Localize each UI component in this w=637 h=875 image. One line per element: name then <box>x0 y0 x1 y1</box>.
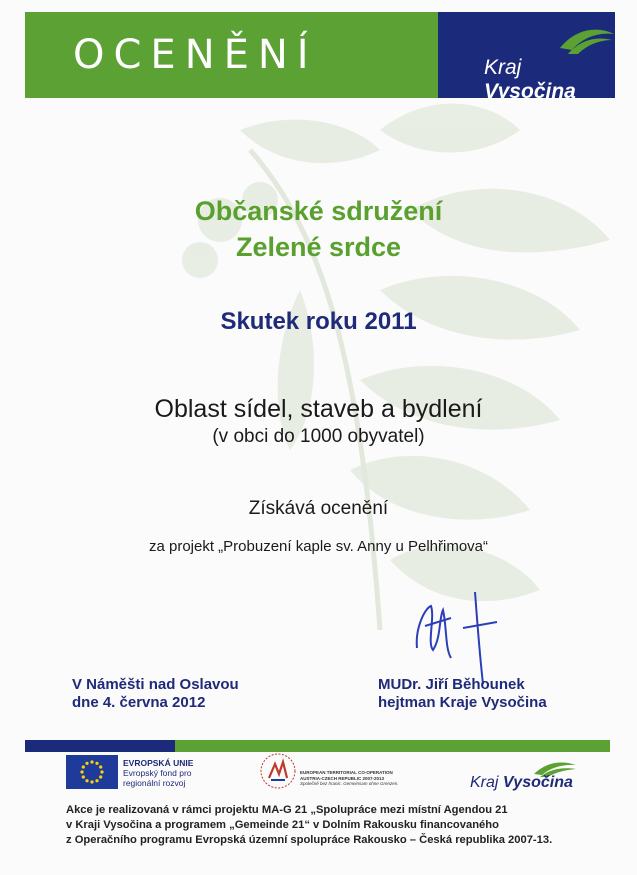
footer-divider-bar <box>25 740 610 752</box>
brand-logo-text <box>484 56 615 104</box>
date-line: dne 4. června 2012 <box>72 694 206 711</box>
signer-name: MUDr. Jiří Běhounek <box>378 676 525 693</box>
signer-block <box>378 676 547 712</box>
eu-fund-label: EVROPSKÁ UNIE Evropský fond pro regionální rozvoj <box>123 758 194 788</box>
footer-funding-note: Akce je realizovaná v rámci projektu MA-G 21 „Spolupráce mezi místní Agendou 21 v Kraji Vysočina a programem „Gemeinde 21“ v Dolním Rakousku financovaného z Operačního programu Evropská územní spolupráce Rakousko – Česká republika 2007-13. <box>66 804 553 846</box>
award-category-sub: (v obci do 1000 obyvatel) <box>212 426 425 447</box>
award-title: Skutek roku 2011 <box>220 308 417 335</box>
header-band <box>25 12 615 103</box>
brand-name: Vysočina <box>484 80 576 103</box>
eu-flag-icon <box>66 755 118 789</box>
project-text: za projekt „Probuzení kaple sv. Anny u Pelhřimova“ <box>148 538 489 555</box>
header-title-panel <box>25 12 438 98</box>
cz-at-cooperation-logo-icon <box>253 750 303 792</box>
receives-text: Získává ocenění <box>248 498 389 519</box>
cz-at-cooperation-text: EUROPEAN TERRITORIAL CO-OPERATION AUSTRIA-CZECH REPUBLIC 2007-2013 Společně bez hranic. Gemeinsam ohne Grenzen. <box>300 770 399 786</box>
org-name-line1: Občanské sdružení <box>194 196 443 226</box>
leaf-watermark-icon <box>150 90 630 650</box>
place-line: V Náměšti nad Oslavou <box>72 676 239 693</box>
signer-title: hejtman Kraje Vysočina <box>378 694 547 711</box>
org-name-line2: Zelené srdce <box>235 232 402 262</box>
certificate-title: OCENĚNÍ <box>73 32 318 78</box>
footer-brand-logo: Kraj Vysočina <box>470 760 590 796</box>
award-category: Oblast sídel, staveb a bydlení <box>154 395 483 423</box>
vysocina-swoosh-icon <box>558 26 616 56</box>
header-brand-panel <box>438 12 615 103</box>
handwritten-signature-icon <box>405 588 515 688</box>
place-date <box>72 676 239 712</box>
brand-prefix: Kraj <box>484 56 522 79</box>
